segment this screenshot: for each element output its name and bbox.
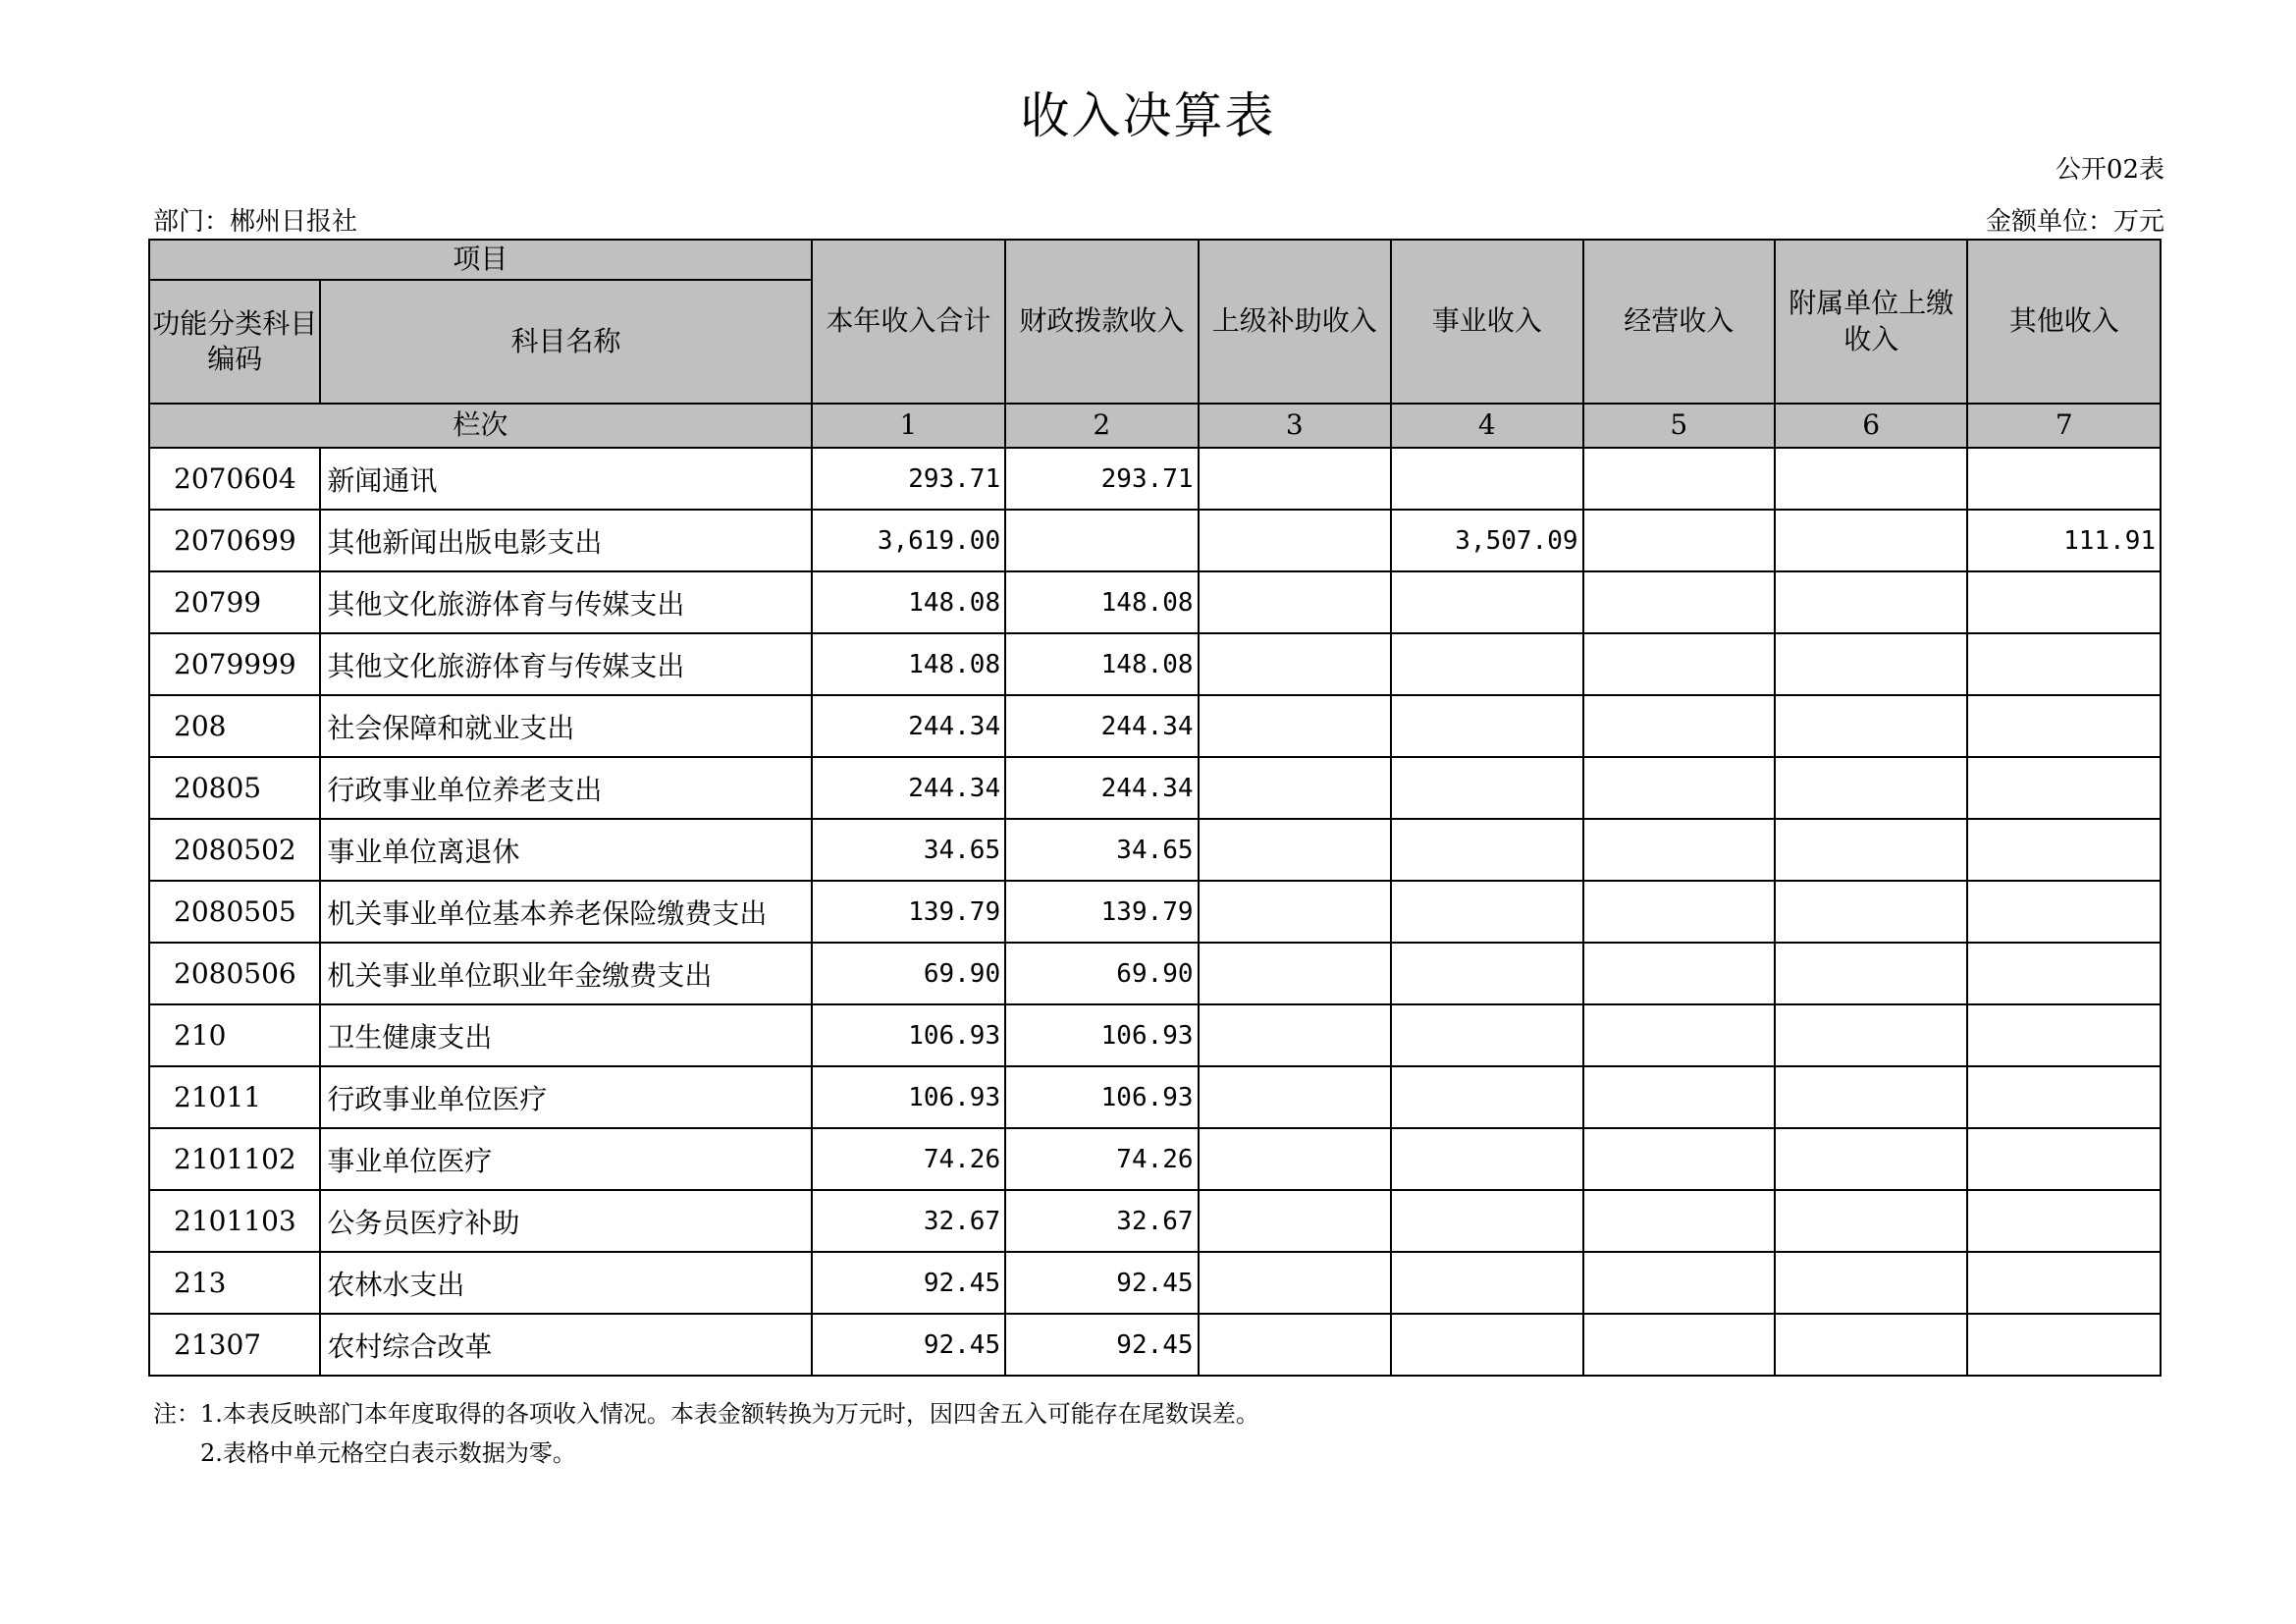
subject-name: 农林水支出: [320, 1252, 811, 1314]
subject-code: 2101102: [149, 1128, 320, 1190]
superior-subsidy-cell: [1199, 695, 1391, 757]
superior-subsidy-cell: [1199, 881, 1391, 943]
affiliated-income-cell: [1775, 633, 1967, 695]
subject-name: 其他新闻出版电影支出: [320, 510, 811, 571]
footnote-1: 注：1.本表反映部门本年度取得的各项收入情况。本表金额转换为万元时，因四舍五入可能存在尾数误差。: [153, 1400, 1259, 1428]
subject-code: 2079999: [149, 633, 320, 695]
subject-name: 卫生健康支出: [320, 1004, 811, 1066]
column-number: 7: [1967, 404, 2161, 448]
form-code: 公开02表: [2055, 155, 2164, 185]
operating-income-cell: [1583, 1314, 1775, 1376]
table-row: [149, 881, 2161, 943]
page-title: 收入决算表: [1020, 87, 1276, 144]
superior-subsidy-cell: [1199, 571, 1391, 633]
superior-subsidy-cell: [1199, 819, 1391, 881]
table-row: [149, 695, 2161, 757]
superior-subsidy-cell: [1199, 1128, 1391, 1190]
subject-name: 机关事业单位职业年金缴费支出: [320, 943, 811, 1004]
table-row: [149, 819, 2161, 881]
total-income-cell: 106.93: [812, 1066, 1005, 1128]
column-number: 1: [812, 404, 1005, 448]
footnote-2: 2.表格中单元格空白表示数据为零。: [200, 1439, 576, 1467]
fiscal-appropriation-cell: 106.93: [1005, 1066, 1198, 1128]
table-row: [149, 943, 2161, 1004]
other-income-cell: [1967, 757, 2161, 819]
subject-code: 21307: [149, 1314, 320, 1376]
subject-name: 新闻通讯: [320, 448, 811, 510]
affiliated-income-cell: [1775, 1252, 1967, 1314]
fiscal-appropriation-cell: 148.08: [1005, 633, 1198, 695]
header-affiliated-units-income: 附属单位上缴收入: [1775, 240, 1967, 404]
table-row: [149, 510, 2161, 571]
other-income-cell: [1967, 1004, 2161, 1066]
total-income-cell: 148.08: [812, 633, 1005, 695]
fiscal-appropriation-cell: 293.71: [1005, 448, 1198, 510]
affiliated-income-cell: [1775, 695, 1967, 757]
table-row: [149, 1252, 2161, 1314]
total-income-cell: 92.45: [812, 1314, 1005, 1376]
column-number: 4: [1391, 404, 1582, 448]
subject-code: 2080502: [149, 819, 320, 881]
other-income-cell: [1967, 633, 2161, 695]
operating-income-cell: [1583, 510, 1775, 571]
business-income-cell: [1391, 1004, 1582, 1066]
department-label: 部门：郴州日报社: [153, 207, 358, 237]
operating-income-cell: [1583, 757, 1775, 819]
subject-code: 21011: [149, 1066, 320, 1128]
subject-name: 行政事业单位医疗: [320, 1066, 811, 1128]
other-income-cell: [1967, 881, 2161, 943]
fiscal-appropriation-cell: 92.45: [1005, 1252, 1198, 1314]
operating-income-cell: [1583, 571, 1775, 633]
fiscal-appropriation-cell: 139.79: [1005, 881, 1198, 943]
total-income-cell: 139.79: [812, 881, 1005, 943]
table-row: [149, 1314, 2161, 1376]
header-subject-name: 科目名称: [320, 280, 811, 404]
business-income-cell: [1391, 881, 1582, 943]
business-income-cell: [1391, 819, 1582, 881]
total-income-cell: 32.67: [812, 1190, 1005, 1252]
business-income-cell: 3,507.09: [1391, 510, 1582, 571]
superior-subsidy-cell: [1199, 633, 1391, 695]
operating-income-cell: [1583, 1004, 1775, 1066]
total-income-cell: 244.34: [812, 695, 1005, 757]
other-income-cell: [1967, 819, 2161, 881]
affiliated-income-cell: [1775, 1066, 1967, 1128]
fiscal-appropriation-cell: 106.93: [1005, 1004, 1198, 1066]
table-row: [149, 1066, 2161, 1128]
operating-income-cell: [1583, 1128, 1775, 1190]
subject-code: 210: [149, 1004, 320, 1066]
total-income-cell: 34.65: [812, 819, 1005, 881]
fiscal-appropriation-cell: 244.34: [1005, 695, 1198, 757]
subject-code: 2070604: [149, 448, 320, 510]
column-number: 2: [1005, 404, 1198, 448]
income-final-accounts-table: [148, 239, 2162, 1377]
subject-code: 2101103: [149, 1190, 320, 1252]
superior-subsidy-cell: [1199, 1066, 1391, 1128]
other-income-cell: [1967, 1314, 2161, 1376]
fiscal-appropriation-cell: 34.65: [1005, 819, 1198, 881]
other-income-cell: [1967, 1190, 2161, 1252]
other-income-cell: [1967, 571, 2161, 633]
total-income-cell: 92.45: [812, 1252, 1005, 1314]
subject-name: 公务员医疗补助: [320, 1190, 811, 1252]
amount-unit-label: 金额单位：万元: [1985, 207, 2164, 237]
business-income-cell: [1391, 571, 1582, 633]
subject-name: 其他文化旅游体育与传媒支出: [320, 571, 811, 633]
subject-name: 行政事业单位养老支出: [320, 757, 811, 819]
fiscal-appropriation-cell: 32.67: [1005, 1190, 1198, 1252]
other-income-cell: [1967, 1066, 2161, 1128]
business-income-cell: [1391, 1252, 1582, 1314]
total-income-cell: 148.08: [812, 571, 1005, 633]
affiliated-income-cell: [1775, 510, 1967, 571]
total-income-cell: 106.93: [812, 1004, 1005, 1066]
header-project: 项目: [149, 240, 812, 280]
total-income-cell: 293.71: [812, 448, 1005, 510]
operating-income-cell: [1583, 881, 1775, 943]
table-row: [149, 571, 2161, 633]
table-row: [149, 1128, 2161, 1190]
affiliated-income-cell: [1775, 881, 1967, 943]
other-income-cell: 111.91: [1967, 510, 2161, 571]
subject-name: 事业单位医疗: [320, 1128, 811, 1190]
other-income-cell: [1967, 1128, 2161, 1190]
column-number: 6: [1775, 404, 1967, 448]
affiliated-income-cell: [1775, 1190, 1967, 1252]
superior-subsidy-cell: [1199, 1004, 1391, 1066]
column-number: 3: [1199, 404, 1391, 448]
superior-subsidy-cell: [1199, 448, 1391, 510]
superior-subsidy-cell: [1199, 1252, 1391, 1314]
table-row: [149, 757, 2161, 819]
fiscal-appropriation-cell: 92.45: [1005, 1314, 1198, 1376]
business-income-cell: [1391, 1066, 1582, 1128]
superior-subsidy-cell: [1199, 1190, 1391, 1252]
header-column-number-label: 栏次: [149, 404, 812, 448]
total-income-cell: 74.26: [812, 1128, 1005, 1190]
operating-income-cell: [1583, 943, 1775, 1004]
operating-income-cell: [1583, 819, 1775, 881]
other-income-cell: [1967, 943, 2161, 1004]
header-business-income: 事业收入: [1391, 240, 1582, 404]
operating-income-cell: [1583, 1252, 1775, 1314]
fiscal-appropriation-cell: [1005, 510, 1198, 571]
subject-name: 其他文化旅游体育与传媒支出: [320, 633, 811, 695]
other-income-cell: [1967, 448, 2161, 510]
header-other-income: 其他收入: [1967, 240, 2161, 404]
fiscal-appropriation-cell: 69.90: [1005, 943, 1198, 1004]
business-income-cell: [1391, 757, 1582, 819]
table-row: [149, 1004, 2161, 1066]
table-row: [149, 1190, 2161, 1252]
header-total-income: 本年收入合计: [812, 240, 1005, 404]
subject-code: 2080506: [149, 943, 320, 1004]
subject-code: 208: [149, 695, 320, 757]
subject-code: 2080505: [149, 881, 320, 943]
total-income-cell: 3,619.00: [812, 510, 1005, 571]
business-income-cell: [1391, 1128, 1582, 1190]
fiscal-appropriation-cell: 74.26: [1005, 1128, 1198, 1190]
affiliated-income-cell: [1775, 757, 1967, 819]
header-fiscal-appropriation: 财政拨款收入: [1005, 240, 1198, 404]
header-operating-income: 经营收入: [1583, 240, 1775, 404]
business-income-cell: [1391, 1314, 1582, 1376]
header-function-code: 功能分类科目编码: [149, 280, 320, 404]
business-income-cell: [1391, 943, 1582, 1004]
affiliated-income-cell: [1775, 1004, 1967, 1066]
operating-income-cell: [1583, 448, 1775, 510]
affiliated-income-cell: [1775, 571, 1967, 633]
column-number: 5: [1583, 404, 1775, 448]
superior-subsidy-cell: [1199, 943, 1391, 1004]
business-income-cell: [1391, 633, 1582, 695]
total-income-cell: 69.90: [812, 943, 1005, 1004]
business-income-cell: [1391, 448, 1582, 510]
subject-code: 20805: [149, 757, 320, 819]
fiscal-appropriation-cell: 148.08: [1005, 571, 1198, 633]
subject-name: 机关事业单位基本养老保险缴费支出: [320, 881, 811, 943]
superior-subsidy-cell: [1199, 757, 1391, 819]
business-income-cell: [1391, 1190, 1582, 1252]
operating-income-cell: [1583, 1190, 1775, 1252]
table-row: [149, 633, 2161, 695]
operating-income-cell: [1583, 695, 1775, 757]
business-income-cell: [1391, 695, 1582, 757]
subject-name: 农村综合改革: [320, 1314, 811, 1376]
affiliated-income-cell: [1775, 1314, 1967, 1376]
operating-income-cell: [1583, 633, 1775, 695]
fiscal-appropriation-cell: 244.34: [1005, 757, 1198, 819]
total-income-cell: 244.34: [812, 757, 1005, 819]
subject-name: 事业单位离退休: [320, 819, 811, 881]
superior-subsidy-cell: [1199, 510, 1391, 571]
table-row: [149, 448, 2161, 510]
other-income-cell: [1967, 695, 2161, 757]
subject-code: 213: [149, 1252, 320, 1314]
superior-subsidy-cell: [1199, 1314, 1391, 1376]
affiliated-income-cell: [1775, 819, 1967, 881]
operating-income-cell: [1583, 1066, 1775, 1128]
subject-code: 2070699: [149, 510, 320, 571]
other-income-cell: [1967, 1252, 2161, 1314]
subject-name: 社会保障和就业支出: [320, 695, 811, 757]
affiliated-income-cell: [1775, 1128, 1967, 1190]
header-superior-subsidy: 上级补助收入: [1199, 240, 1391, 404]
subject-code: 20799: [149, 571, 320, 633]
affiliated-income-cell: [1775, 448, 1967, 510]
affiliated-income-cell: [1775, 943, 1967, 1004]
